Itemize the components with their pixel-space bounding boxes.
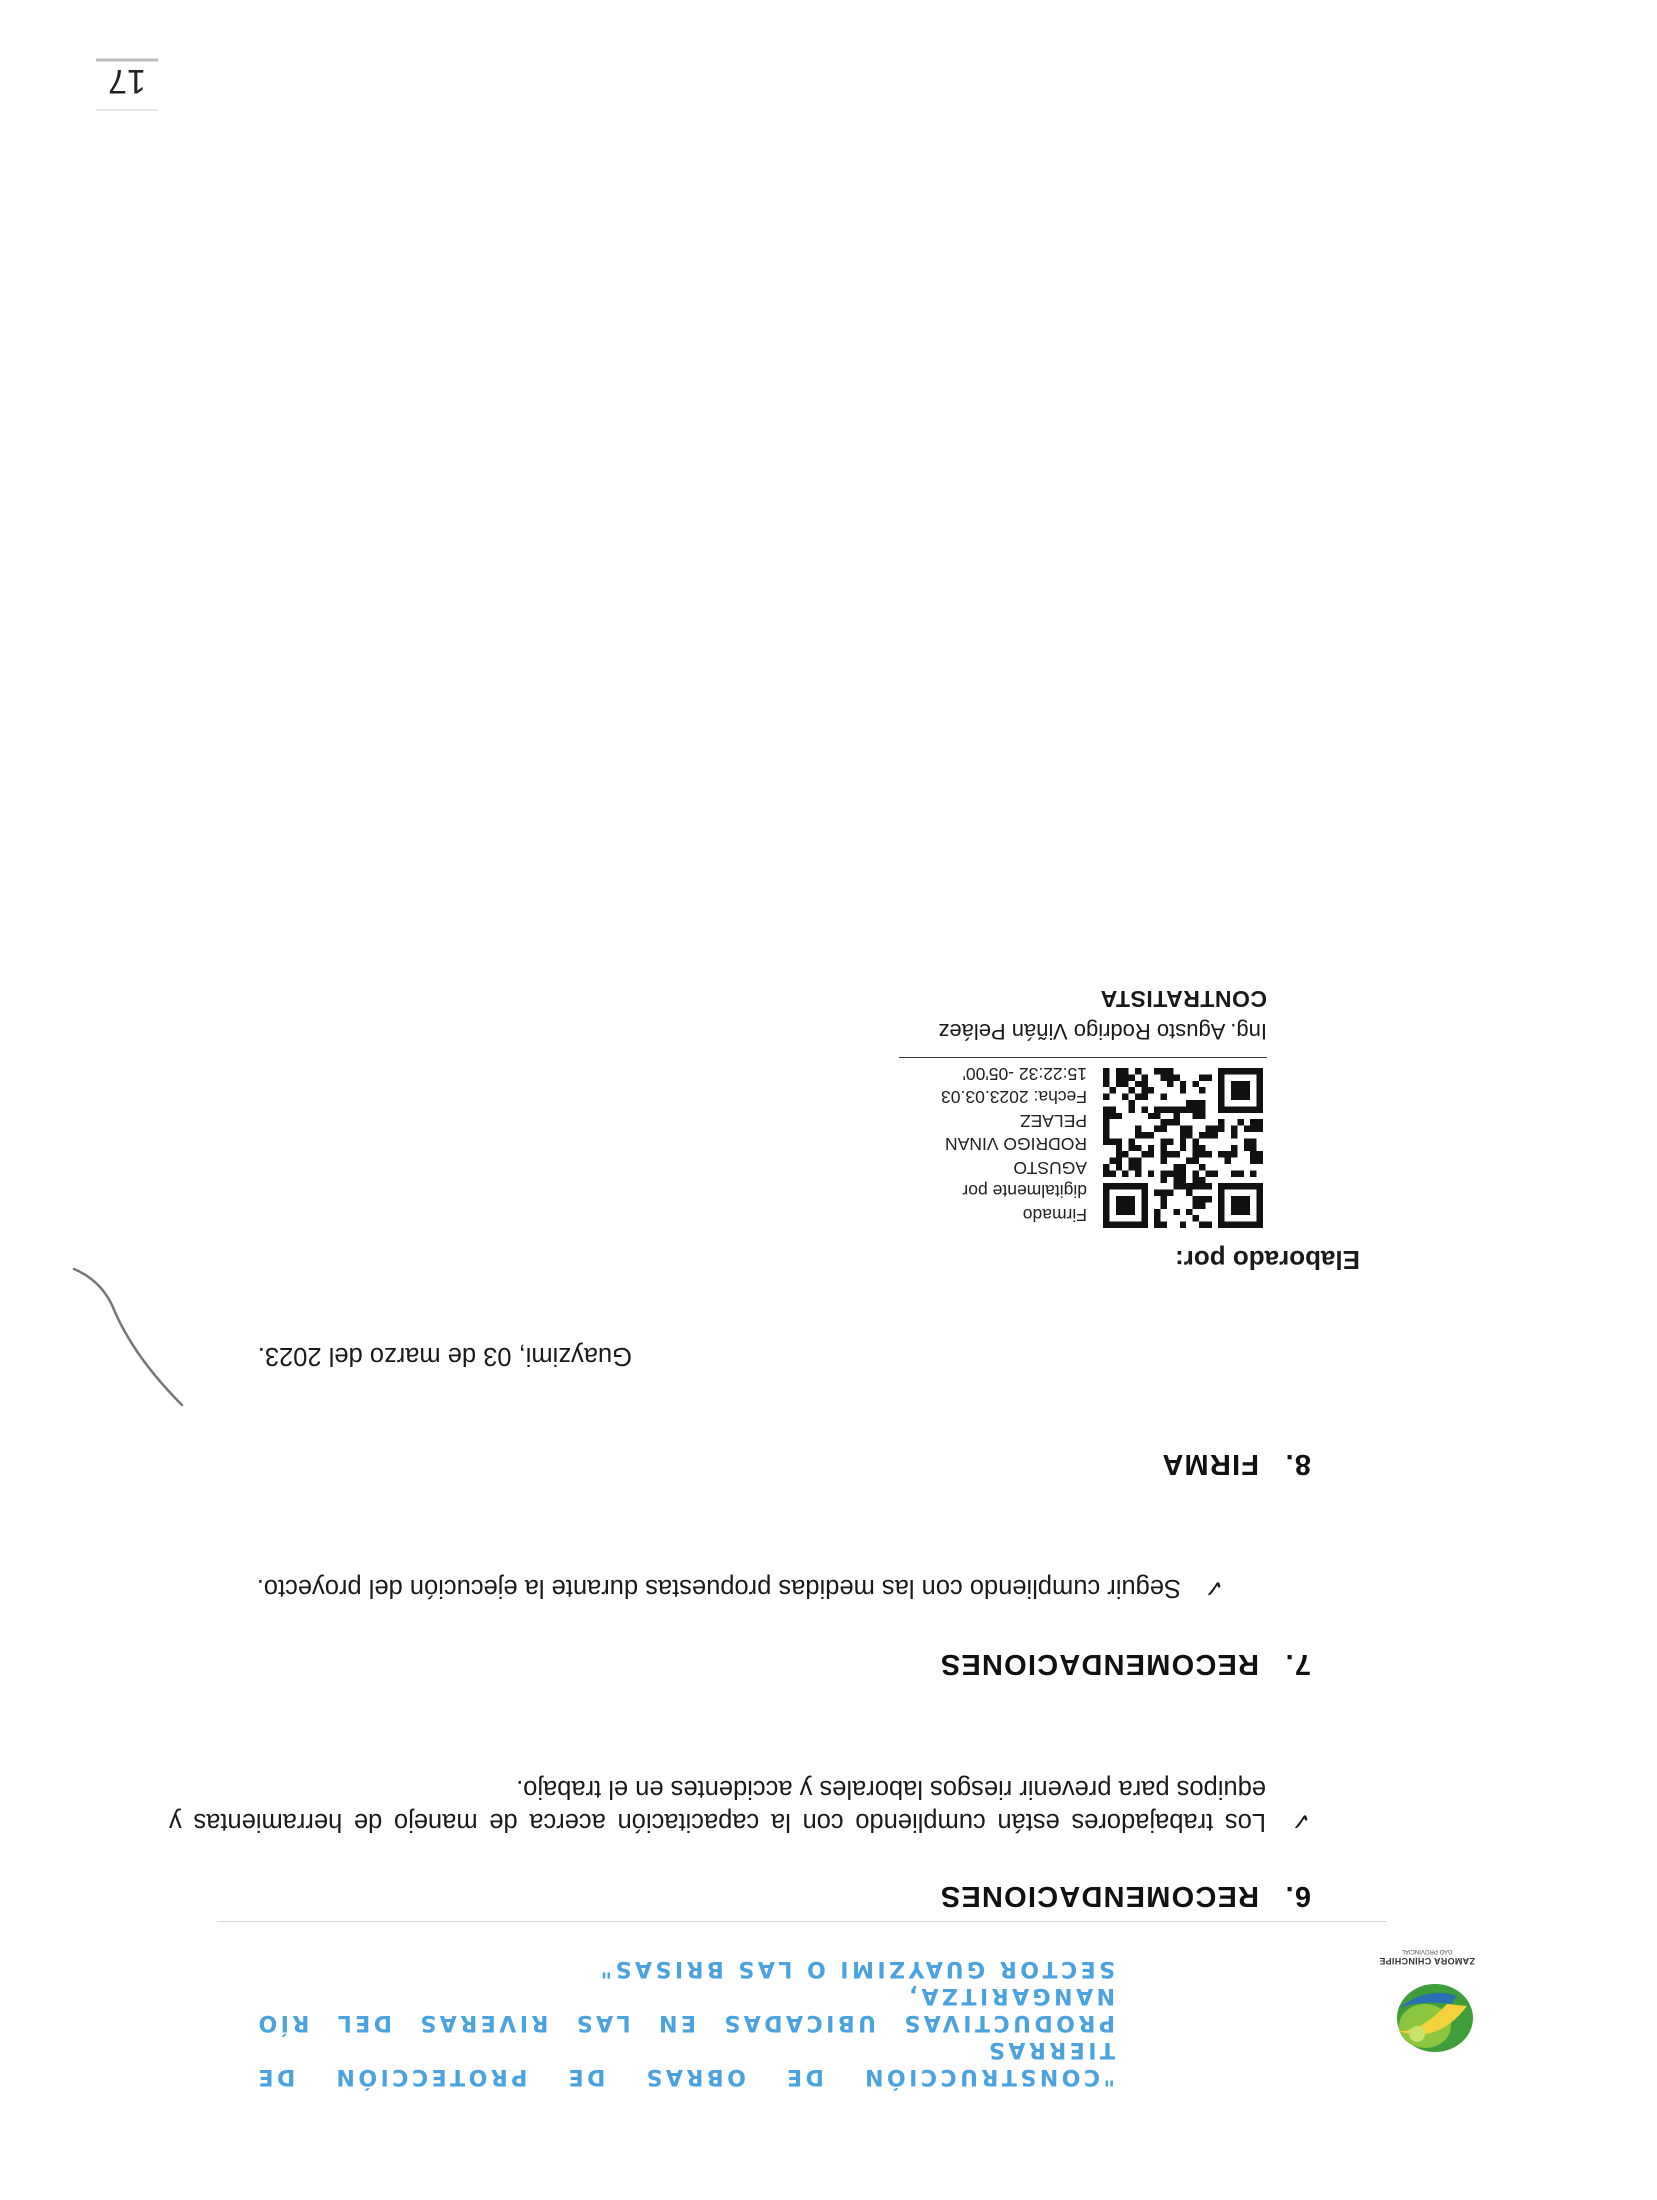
signature-line: PELAEZ [1019,1111,1087,1131]
section-title: RECOMENDACIONES [939,1648,1259,1680]
section-number: 8. [1284,1448,1311,1480]
digital-signature-text [941,1062,1087,1227]
checkmark-icon: ✓ [1203,1574,1224,1601]
signature-line: AGUSTO [1013,1158,1087,1178]
section-7-text: Seguir cumpliendo con las medidas propuestas durante la ejecución del proyecto. [256,1574,1181,1602]
section-number: 7. [1284,1648,1311,1680]
qr-code-icon [1103,1068,1263,1228]
section-title: RECOMENDACIONES [939,1880,1259,1912]
signer-role: CONTRATISTA [1100,986,1267,1012]
title-line: SECTOR GUAYZIMI O LAS BRISAS" [597,1956,1115,1981]
document-title [255,1955,1115,2090]
signer-name: Ing. Agusto Rodrigo Viñán Peláez [938,1019,1267,1044]
signature-line: Firmado [1022,1205,1087,1225]
section-6-heading [940,1879,1311,1912]
page-number: 17 [108,62,146,100]
section-6-text: Los trabajadores están cumpliendo con la capacitación acerca de manejo de herramientas y equipos para prevenir riesgos laborales y accidentes en el trabajo. [169,1775,1266,1836]
pen-mark-icon [52,1265,192,1415]
signature-line: RODRIGO VINAN [945,1134,1087,1155]
signature-line: Fecha: 2023.03.03 [941,1087,1087,1108]
section-title: FIRMA [1161,1448,1259,1480]
logo-organization: ZAMORA CHINCHIPE [1379,1956,1475,1966]
signature-line: digitalmente por [962,1181,1087,1202]
signature-line-divider [899,1057,1267,1058]
checkmark-icon: ✓ [1290,1807,1311,1834]
signature-line: 15:22:32 -05'00' [962,1064,1087,1084]
place-date: Guayzimi, 03 de marzo del 2023. [257,1342,632,1370]
header-divider [217,1921,1387,1922]
section-7-heading [940,1647,1311,1680]
prepared-by-label: Elaborado por: [1175,1245,1360,1275]
section-8-heading [1161,1447,1311,1480]
logo-caption: GAD PROVINCIAL [1401,1948,1453,1954]
title-line: "CONSTRUCCIÓN DE OBRAS DE PROTECCIÓN DE TIERRAS [255,2037,1115,2089]
title-line: PRODUCTIVAS UBICADAS EN LAS RIVERAS DEL RÍO NANGARITZA, [255,1983,1115,2035]
gad-provincial-logo-icon [1377,1966,1487,2066]
section-number: 6. [1284,1880,1311,1912]
